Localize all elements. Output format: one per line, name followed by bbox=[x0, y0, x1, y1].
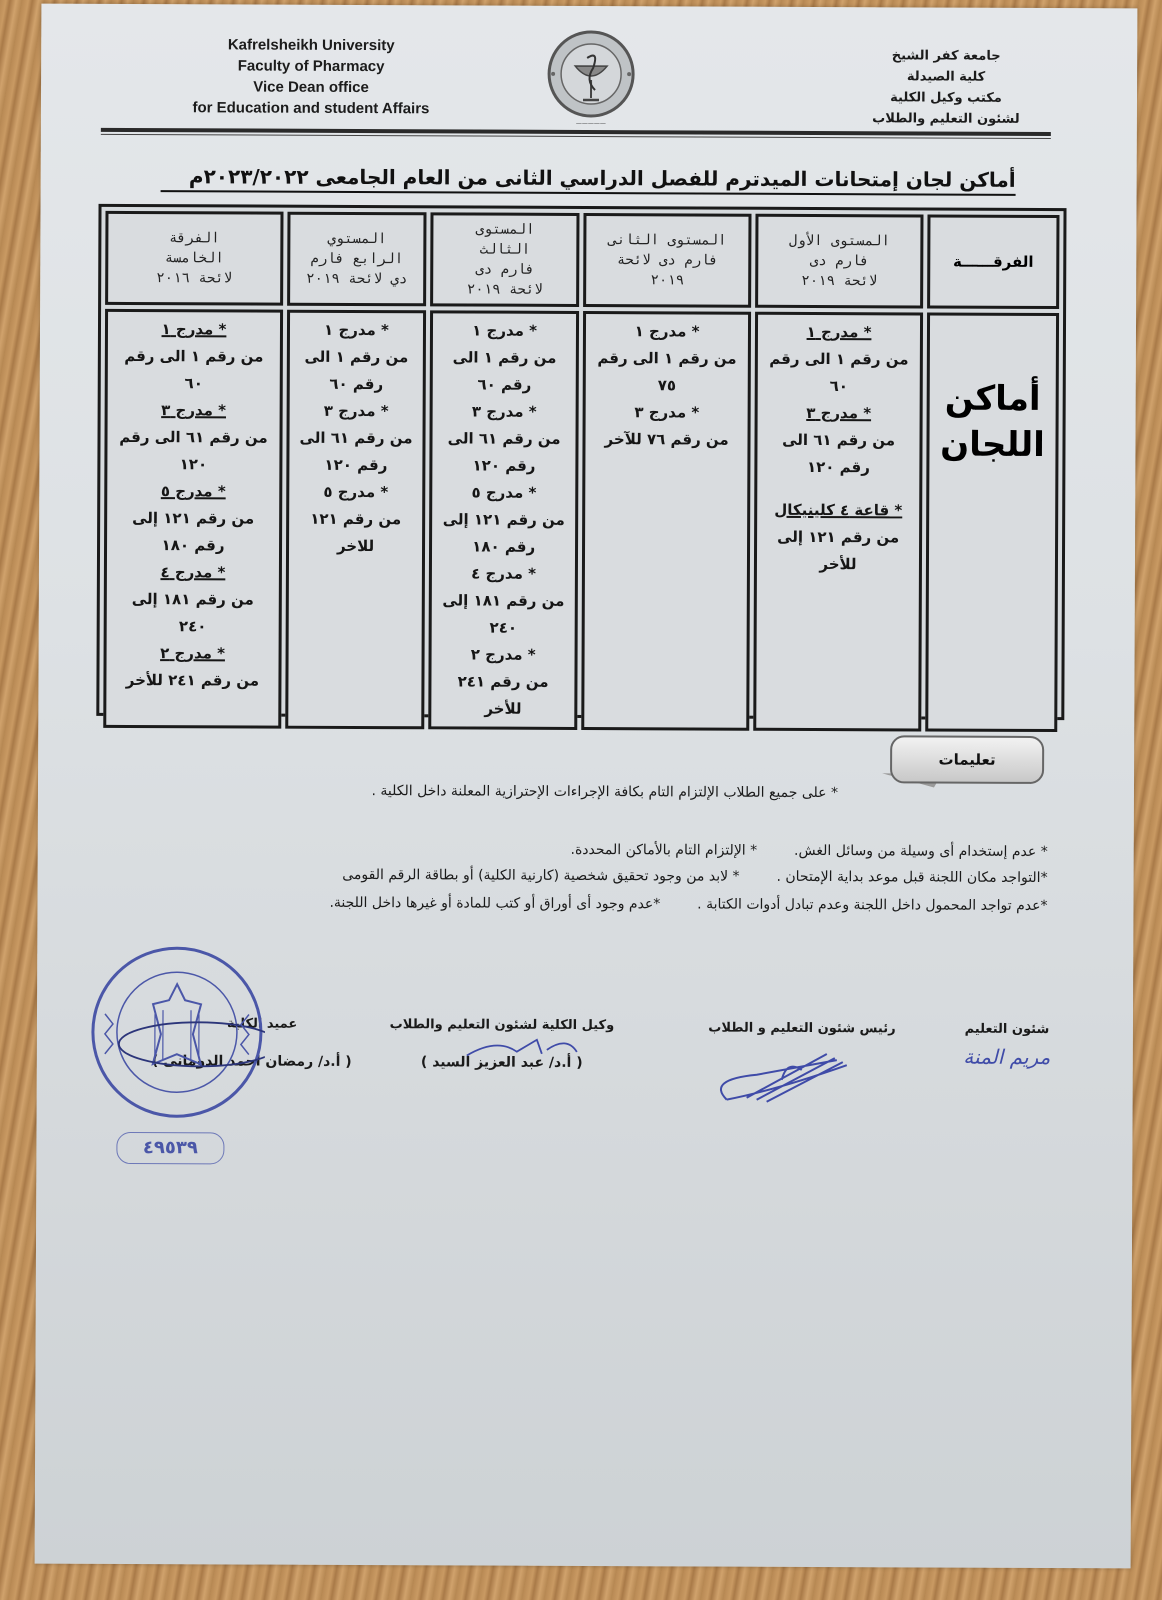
instruction-line: * على جميع الطلاب الإلتزام التام بكافة الإجراءات الإحترازية المعلنة داخل الكلية . bbox=[371, 783, 839, 802]
hall-entry bbox=[293, 398, 418, 480]
header-english-line: Kafrelsheikh University bbox=[227, 36, 395, 55]
range-line: رقم ٦٠ bbox=[477, 375, 532, 394]
hall-name: * مدرج ٣ bbox=[323, 401, 389, 421]
table-header-row bbox=[105, 211, 1059, 309]
table-cell-level-4 bbox=[285, 310, 426, 730]
column-header-line: الرابع فارم bbox=[310, 250, 404, 268]
range-line: ٢٤٠ bbox=[489, 618, 518, 637]
hall-name: * مدرج ٥ bbox=[323, 482, 389, 502]
instruction-item: * الإلتزام التام بالأماكن المحددة. bbox=[570, 841, 758, 859]
column-header-line: الفرقة bbox=[169, 230, 220, 247]
header-arabic-line: مكتب وكيل الكلية bbox=[890, 90, 1002, 106]
signatory-name: ( أ.د/ رمضان احمد الدومانى ) bbox=[151, 1053, 352, 1070]
range-line: من رقم ٦١ الى رقم bbox=[119, 427, 268, 447]
hall-entry bbox=[590, 399, 744, 454]
hall-entry bbox=[293, 479, 418, 561]
handwritten-signature-icon bbox=[367, 1033, 637, 1060]
range-line: للأخر bbox=[484, 699, 522, 718]
range-line: ٦٠ bbox=[829, 377, 848, 396]
instruction-row bbox=[98, 866, 1048, 886]
instruction-item: *عدم تواجد المحمول داخل اللجنة وعدم تبادل أدوات الكتابة . bbox=[697, 896, 1048, 915]
column-header-line: فارم دى لائحة bbox=[616, 252, 719, 269]
spacer bbox=[761, 481, 915, 498]
hall-name: * مدرج ١ bbox=[161, 320, 227, 339]
document-title: أماكن لجان إمتحانات الميدترم للفصل الدراسي الثانى من العام الجامعى ٢٠٢٣/٢٠٢٢م bbox=[161, 164, 1016, 196]
range-line: من رقم ١٢١ إلى bbox=[132, 509, 255, 528]
signature-title: عميد الكلية bbox=[226, 1016, 298, 1032]
exam-locations-table bbox=[96, 204, 1066, 720]
hall-entry bbox=[761, 497, 915, 579]
table-cell-level-5 bbox=[103, 309, 283, 729]
hall-name: * مدرج ٢ bbox=[160, 644, 226, 663]
range-line: ٢٤٠ bbox=[178, 617, 207, 636]
instructions-callout: تعليمات bbox=[890, 735, 1044, 784]
handwritten-signature-icon: مريم المنة bbox=[963, 1044, 1051, 1070]
table-cell-level-3 bbox=[428, 310, 579, 730]
range-line: رقم ١٨٠ bbox=[161, 536, 225, 555]
column-header-line: المستوى الأول bbox=[788, 232, 891, 250]
column-header-line: المستوي bbox=[327, 230, 387, 248]
hall-name: * مدرج ٤ bbox=[160, 563, 226, 582]
hall-name: * مدرج ٣ bbox=[161, 401, 227, 420]
header-english-line: for Education and student Affairs bbox=[192, 99, 430, 118]
hall-entry bbox=[111, 478, 275, 560]
header-english-line: Faculty of Pharmacy bbox=[237, 57, 385, 76]
column-header-line: لائحة ٢٠١٦ bbox=[156, 270, 233, 287]
table-row bbox=[103, 309, 1059, 732]
column-header bbox=[755, 214, 923, 309]
instruction-item: * لابد من وجود تحقيق شخصية (كارنية الكلية) أو بطاقة الرقم القومى bbox=[342, 866, 740, 885]
table-cell-level-2 bbox=[581, 311, 751, 731]
column-header-line: لائحة ٢٠١٩ bbox=[466, 281, 543, 298]
range-line: رقم ١٨٠ bbox=[472, 537, 536, 556]
university-eagle-stamp-icon bbox=[89, 944, 266, 1121]
range-line: رقم ١٢٠ bbox=[472, 456, 536, 475]
hall-entry bbox=[112, 316, 276, 398]
header-arabic-line: لشئون التعليم والطلاب bbox=[872, 111, 1020, 127]
hall-entry bbox=[436, 398, 571, 480]
signature-title: شئون التعليم bbox=[964, 1021, 1050, 1038]
range-line: رقم ٦٠ bbox=[329, 374, 384, 394]
column-header-line: فارم دى bbox=[809, 252, 869, 270]
column-header-line: المستوى bbox=[475, 221, 535, 238]
hall-name: * مدرج ٤ bbox=[471, 564, 537, 583]
hall-entry bbox=[111, 559, 275, 641]
hall-name: * مدرج ٢ bbox=[470, 645, 536, 664]
stamp-serial-number: ٤٩٥٣٩ bbox=[116, 1132, 224, 1164]
column-header-line: الخامسة bbox=[164, 250, 224, 267]
range-line: من رقم ١ الى bbox=[304, 347, 409, 367]
range-line: من رقم ٦١ الى bbox=[447, 429, 561, 448]
hall-entry bbox=[436, 479, 571, 561]
hall-name: * مدرج ٣ bbox=[806, 403, 872, 423]
hall-entry bbox=[437, 317, 572, 399]
range-line: من رقم ٧٦ للآخر bbox=[604, 430, 729, 449]
range-line: ١٢٠ bbox=[179, 455, 208, 474]
range-line: من رقم ١ الى bbox=[452, 348, 557, 367]
range-line: من رقم ١ الى رقم bbox=[124, 346, 264, 366]
hall-name: * مدرج ١ bbox=[324, 320, 389, 340]
hall-entry bbox=[761, 400, 915, 482]
hall-entry bbox=[110, 640, 274, 695]
range-line: للأخر bbox=[819, 555, 857, 574]
range-line: من رقم ١ الى رقم bbox=[597, 349, 737, 368]
hall-entry bbox=[294, 317, 419, 399]
instruction-item: * عدم إستخدام أى وسيلة من وسائل الغش. bbox=[794, 842, 1048, 861]
hall-name: * قاعة ٤ كلينيكال bbox=[774, 500, 903, 520]
column-header bbox=[583, 213, 751, 308]
svg-text:—————: ————— bbox=[575, 119, 606, 128]
range-line: من رقم ١٢١ إلى bbox=[777, 527, 900, 547]
column-header bbox=[430, 212, 580, 307]
faculty-of-pharmacy-seal-icon bbox=[529, 28, 653, 129]
instruction-row bbox=[97, 894, 1047, 914]
range-line: من رقم ١٢١ bbox=[310, 509, 402, 529]
signature-title: وكيل الكلية لشئون التعليم والطلاب bbox=[389, 1017, 615, 1034]
document-page bbox=[35, 4, 1138, 1569]
row-header-level: الفرقــــــة bbox=[927, 214, 1059, 309]
range-line: رقم ١٢٠ bbox=[806, 457, 870, 477]
hall-name: * مدرج ٣ bbox=[634, 403, 700, 422]
range-line: من رقم ٦١ الى bbox=[782, 430, 896, 450]
column-header-line: الثالث bbox=[479, 241, 531, 258]
range-line: من رقم ٢٤١ bbox=[457, 672, 549, 691]
range-line: من رقم ١ الى رقم bbox=[769, 349, 909, 369]
instruction-item: *عدم وجود أى أوراق أو كتب للمادة أو غيرها داخل اللجنة. bbox=[329, 894, 661, 913]
header-english-line: Vice Dean office bbox=[253, 78, 369, 97]
column-header-line: دي لائحة ٢٠١٩ bbox=[306, 270, 408, 288]
hall-name: * مدرج ٥ bbox=[160, 482, 226, 501]
signatory-name: ( أ.د/ عبد العزيز السيد ) bbox=[420, 1054, 583, 1071]
signature-block-head-of-affairs bbox=[687, 1020, 917, 1114]
hall-name: * مدرج ١ bbox=[472, 321, 538, 340]
range-line: من رقم ١٢١ إلى bbox=[442, 510, 565, 529]
hall-entry bbox=[762, 319, 916, 401]
signature-title: رئيس شئون التعليم و الطلاب bbox=[708, 1020, 896, 1037]
hall-entry bbox=[590, 318, 744, 400]
table-cell-level-1 bbox=[753, 312, 923, 732]
range-line: ٧٥ bbox=[657, 376, 677, 395]
range-line: من رقم ٢٤١ للأخر bbox=[125, 670, 260, 690]
hall-entry bbox=[435, 641, 570, 723]
hall-name: * مدرج ٥ bbox=[471, 483, 537, 502]
signature-block-vice-dean bbox=[367, 1017, 637, 1071]
header-english-block bbox=[151, 34, 471, 119]
row-header-locations: أماكن اللجان bbox=[925, 312, 1059, 732]
hall-entry bbox=[436, 560, 571, 642]
column-header bbox=[105, 211, 283, 306]
hall-name: * مدرج ١ bbox=[806, 322, 872, 342]
header-arabic-block bbox=[821, 45, 1071, 130]
instruction-row bbox=[98, 840, 1048, 860]
range-line: للاخر bbox=[336, 536, 375, 556]
range-line: ٦٠ bbox=[184, 374, 203, 393]
range-line: رقم ١٢٠ bbox=[324, 455, 388, 475]
header-arabic-line: كلية الصيدلة bbox=[906, 69, 986, 85]
range-line: من رقم ١٨١ إلى bbox=[442, 591, 565, 610]
range-line: من رقم ٦١ الى bbox=[299, 428, 413, 448]
range-line: من رقم ١٨١ إلى bbox=[131, 590, 254, 609]
header-arabic-line: جامعة كفر الشيخ bbox=[891, 48, 1001, 64]
column-header-line: فارم دى bbox=[475, 261, 535, 278]
column-header-line: ٢٠١٩ bbox=[650, 272, 685, 289]
hall-name: * مدرج ٣ bbox=[471, 402, 537, 421]
column-header bbox=[287, 212, 427, 307]
handwritten-signature-icon bbox=[687, 1039, 917, 1110]
hall-name: * مدرج ١ bbox=[634, 322, 700, 341]
hall-entry bbox=[111, 397, 275, 479]
instruction-item: *التواجد مكان اللجنة قبل موعد بداية الإمتحان . bbox=[776, 868, 1048, 887]
signature-block-education-affairs bbox=[937, 1022, 1077, 1070]
column-header-line: المستوى الثانى bbox=[608, 232, 727, 249]
column-header-line: لائحة ٢٠١٩ bbox=[801, 272, 878, 290]
